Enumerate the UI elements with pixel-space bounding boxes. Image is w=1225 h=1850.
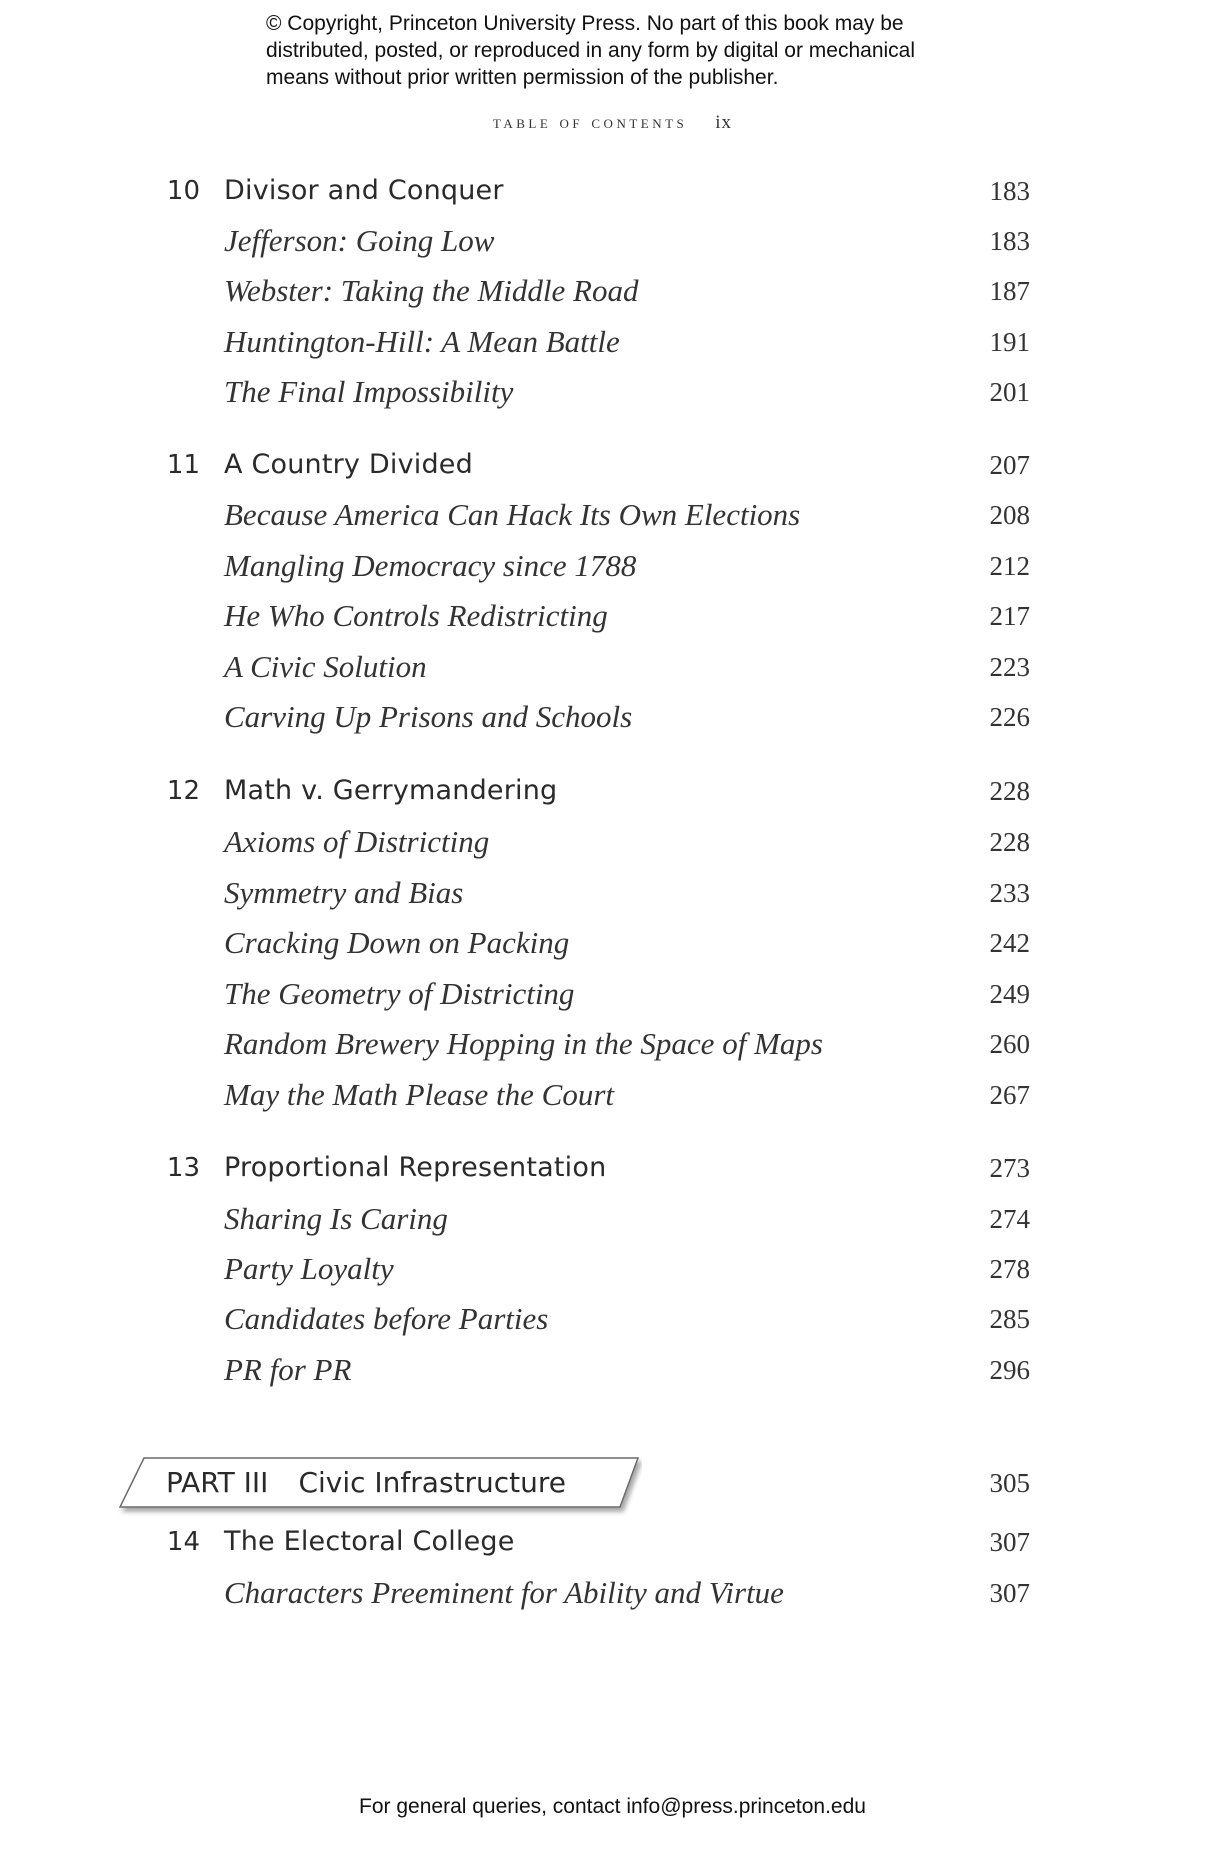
section-title: Cracking Down on Packing	[224, 925, 570, 960]
chapter-title: Divisor and Conquer	[224, 175, 504, 206]
section-title: May the Math Please the Court	[224, 1077, 614, 1112]
running-head-title: table of contents	[492, 112, 688, 133]
page-number: 223	[989, 652, 1030, 682]
page-number: 226	[989, 702, 1030, 732]
section-title: Because America Can Hack Its Own Elections	[224, 497, 801, 532]
page-number: 278	[989, 1254, 1030, 1284]
page-number: 242	[989, 928, 1030, 958]
section-title: Random Brewery Hopping in the Space of Maps	[224, 1026, 823, 1061]
running-head-page-number: ix	[715, 112, 733, 133]
page-number: 285	[989, 1304, 1030, 1334]
toc-section-row[interactable]	[0, 642, 1225, 692]
section-title: Characters Preeminent for Ability and Virtue	[224, 1575, 784, 1610]
page-number: 183	[989, 226, 1030, 256]
page-number: 217	[989, 601, 1030, 631]
toc-section-row[interactable]	[0, 367, 1225, 417]
page-number: 187	[989, 276, 1030, 306]
footer-contact: For general queries, contact info@press.princeton.edu	[359, 1795, 866, 1818]
toc-section-row[interactable]	[0, 1194, 1225, 1244]
page-number: 260	[989, 1029, 1030, 1059]
part-number: PART III	[166, 1466, 269, 1499]
toc-section-row[interactable]	[0, 1019, 1225, 1069]
toc-section-row[interactable]	[0, 266, 1225, 316]
section-title: He Who Controls Redistricting	[224, 598, 608, 633]
section-title: Huntington-Hill: A Mean Battle	[224, 324, 620, 359]
page-number: 228	[989, 776, 1030, 806]
page-number: 305	[989, 1468, 1030, 1498]
page-number: 208	[989, 500, 1030, 530]
section-title: Mangling Democracy since 1788	[224, 548, 637, 583]
toc-chapter-row[interactable]	[0, 440, 1225, 490]
toc-part-row	[0, 1458, 1225, 1508]
chapter-number: 14	[166, 1527, 200, 1557]
page-number: 191	[989, 327, 1030, 357]
section-title: Axioms of Districting	[224, 824, 490, 859]
chapter-number: 13	[166, 1153, 200, 1183]
page-number: 273	[989, 1153, 1030, 1183]
toc-section-row[interactable]	[0, 817, 1225, 867]
toc-section-row[interactable]	[0, 1345, 1225, 1395]
chapter-title: A Country Divided	[224, 449, 473, 480]
toc-section-row[interactable]	[0, 1070, 1225, 1120]
page-number: 307	[989, 1578, 1030, 1608]
page-number: 207	[989, 450, 1030, 480]
chapter-number: 11	[166, 450, 200, 480]
toc-chapter-row[interactable]	[0, 766, 1225, 816]
page-number: 296	[989, 1355, 1030, 1385]
page-number: 183	[989, 176, 1030, 206]
chapter-title: The Electoral College	[224, 1526, 515, 1557]
section-title: PR for PR	[224, 1352, 352, 1387]
toc-section-row[interactable]	[0, 216, 1225, 266]
toc-section-row[interactable]	[0, 1244, 1225, 1294]
page-number: 228	[989, 827, 1030, 857]
section-title: A Civic Solution	[224, 649, 427, 684]
toc-section-row[interactable]	[0, 490, 1225, 540]
page-number: 274	[989, 1204, 1030, 1234]
section-title: Jefferson: Going Low	[224, 223, 495, 258]
page-number: 267	[989, 1080, 1030, 1110]
chapter-title: Proportional Representation	[224, 1152, 607, 1183]
part-title: Civic Infrastructure	[298, 1466, 567, 1499]
toc-section-row[interactable]	[0, 1294, 1225, 1344]
section-title: Carving Up Prisons and Schools	[224, 699, 633, 734]
copyright-line-1: © Copyright, Princeton University Press. No part of this book may be	[266, 12, 904, 35]
toc-chapter-row[interactable]	[0, 1517, 1225, 1567]
section-title: The Geometry of Districting	[224, 976, 575, 1011]
page-number: 233	[989, 878, 1030, 908]
running-head	[0, 112, 1225, 134]
section-title: The Final Impossibility	[224, 374, 514, 409]
toc-section-row[interactable]	[0, 918, 1225, 968]
toc-section-row[interactable]	[0, 317, 1225, 367]
toc-chapter-row[interactable]	[0, 166, 1225, 216]
section-title: Symmetry and Bias	[224, 875, 464, 910]
page-number: 307	[989, 1527, 1030, 1557]
copyright-notice	[266, 10, 986, 91]
toc-section-row[interactable]	[0, 591, 1225, 641]
toc-section-row[interactable]	[0, 1568, 1225, 1618]
copyright-line-2: distributed, posted, or reproduced in any form by digital or mechanical	[266, 39, 916, 62]
page-number: 201	[989, 377, 1030, 407]
section-title: Webster: Taking the Middle Road	[224, 273, 639, 308]
page-number: 249	[989, 979, 1030, 1009]
chapter-title: Math v. Gerrymandering	[224, 775, 558, 806]
section-title: Candidates before Parties	[224, 1301, 549, 1336]
toc-chapter-row[interactable]	[0, 1143, 1225, 1193]
copyright-line-3: means without prior written permission of the publisher.	[266, 66, 779, 89]
toc-section-row[interactable]	[0, 969, 1225, 1019]
section-title: Sharing Is Caring	[224, 1201, 448, 1236]
page-number: 212	[989, 551, 1030, 581]
section-title: Party Loyalty	[224, 1251, 394, 1286]
toc-section-row[interactable]	[0, 868, 1225, 918]
chapter-number: 10	[166, 176, 200, 206]
toc-section-row[interactable]	[0, 692, 1225, 742]
chapter-number: 12	[166, 776, 200, 806]
toc-section-row[interactable]	[0, 541, 1225, 591]
